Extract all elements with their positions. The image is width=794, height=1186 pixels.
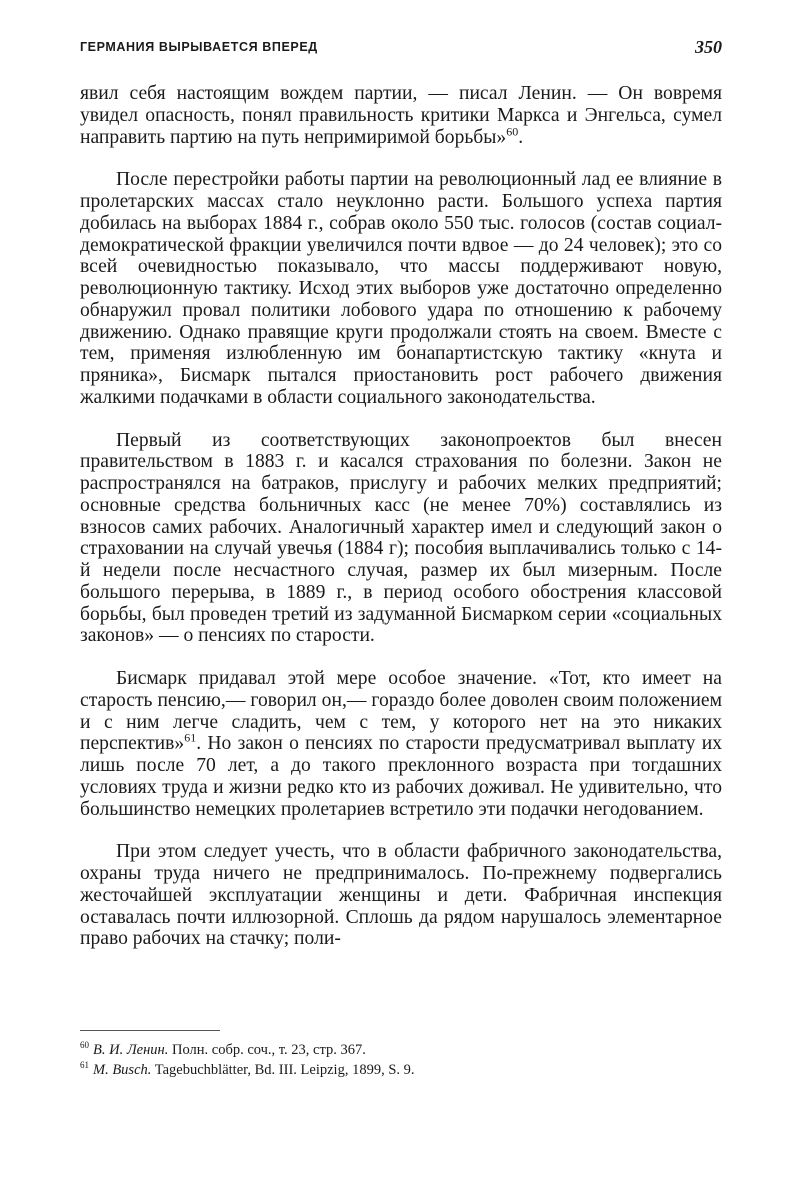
paragraph-text: . bbox=[518, 126, 524, 148]
paragraph-text: явил себя настоящим вождем партии, — писал Ленин. — Он вовремя увидел опасность, понял правильность критики Маркса и Энгельса, сумел направить партию на путь непримиримой борьбы» bbox=[80, 83, 722, 148]
page-header bbox=[80, 37, 722, 64]
paragraph-elections: После перестройки работы партии на революционный лад ее влияние в пролетарских массах стало неуклонно расти. Большого успеха партия добилась на выборах 1884 г., собрав около 550 тыс. голосов (состав социал-демократической фракции увеличился почти вдвое — до 24 человек); это со всей очевидностью показывало, что массы поддерживают новую, революционную тактику. Исход этих выборов уже достаточно определенно обнаружил провал политики лобового удара по отношению к рабочему движению. Однако правящие круги продолжали стоять на своем. Вместе с тем, применяя излюбленную им бонапартистскую тактику «кнута и пряника», Бисмарк пытался приостановить рост рабочего движения жалкими подачками в области социального законодательства. bbox=[80, 169, 722, 408]
footnote-text: Полн. собр. соч., т. 23, стр. 367. bbox=[171, 1042, 366, 1058]
paragraph-insurance-laws: Первый из соответствующих законопроектов был внесен правительством в 1883 г. и касался страхования по болезни. Закон не распространялся на батраков, прислугу и рабочих мелких предприятий; основные средства больничных касс (не менее 70%) составлялись из взносов самих рабочих. Аналогичный характер имел и следующий закон о страховании на случай увечья (1884 г); пособия выплачивались только с 14-й недели после несчастного случая, размер их был мизерным. После большого перерыва, в 1889 г., в период особого обострения классовой борьбы, был проведен третий из задуманной Бисмарком серии «социальных законов» — о пенсиях по старости. bbox=[80, 429, 722, 647]
footnote-author: M. Busch. bbox=[93, 1062, 152, 1078]
running-title: ГЕРМАНИЯ ВЫРЫВАЕТСЯ ВПЕРЕД bbox=[80, 40, 318, 54]
footnote-number: 60 bbox=[80, 1040, 89, 1051]
page-number: 350 bbox=[695, 37, 722, 57]
main-text bbox=[80, 83, 722, 950]
footnote-ref-61: 61 bbox=[184, 730, 197, 745]
footnote-text: Tagebuchblätter, Bd. III. Leipzig, 1899, S. 9. bbox=[154, 1062, 415, 1078]
footnote-divider bbox=[80, 1030, 220, 1031]
footnote-number: 61 bbox=[80, 1060, 89, 1071]
paragraph-continuation bbox=[80, 83, 722, 148]
paragraph-text: Бисмарк придавал этой мере особое значение. «Тот, кто имеет на старость пенсию,— говорил он,— гораздо более доволен своим положением и с ним легче сладить, чем с тем, у которого нет на это никаких перспектив» bbox=[80, 668, 722, 755]
footnote-ref-60: 60 bbox=[506, 123, 519, 138]
paragraph-factory-legislation: При этом следует учесть, что в области фабричного законодательства, охраны труда ничего не предпринималось. По-прежнему подвергались жесточайшей эксплуатации женщины и дети. Фабричная инспекция оставалась почти иллюзорной. Сплошь да рядом нарушалось элементарное право рабочих на стачку; поли- bbox=[80, 841, 722, 950]
footnote-60 bbox=[80, 1040, 722, 1060]
footnote-61 bbox=[80, 1060, 722, 1080]
footnotes bbox=[80, 1040, 722, 1080]
paragraph-text: . Но закон о пенсиях по старости предусматривал выплату их лишь после 70 лет, а до такого преклонного возраста при тогдашних условиях труда и жизни редко кто из рабочих доживал. Не удивительно, что большинство немецких пролетариев встретило эти подачки негодованием. bbox=[80, 733, 722, 820]
paragraph-pensions bbox=[80, 668, 722, 820]
footnote-author: В. И. Ленин. bbox=[93, 1042, 169, 1058]
